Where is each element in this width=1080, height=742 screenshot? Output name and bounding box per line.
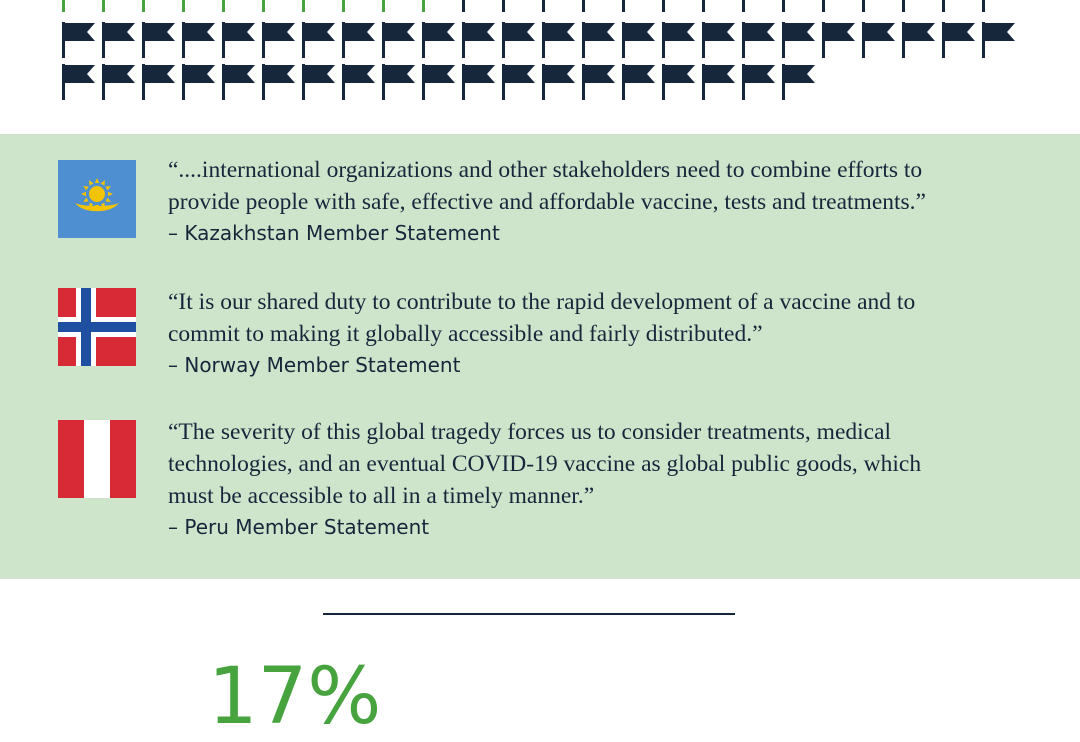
- quote-block: [168, 286, 1048, 380]
- flag-icon: [382, 0, 385, 12]
- quote-line: must be accessible to all in a timely manner.”: [168, 483, 595, 509]
- flag-icon: [62, 0, 65, 12]
- flag-icon: [342, 64, 375, 100]
- flag-icon: [62, 22, 95, 58]
- flag-icon: [182, 22, 215, 58]
- flag-icon: [702, 22, 735, 58]
- flag-icon: [902, 22, 935, 58]
- flag-icon: [102, 0, 105, 12]
- quote-line: “....international organizations and other stakeholders need to combine efforts to: [168, 157, 923, 183]
- flag-icon: [62, 64, 95, 100]
- quote-line: provide people with safe, effective and affordable vaccine, tests and treatments.”: [168, 189, 926, 215]
- flag-icon: [262, 22, 295, 58]
- flag-icon: [342, 22, 375, 58]
- flag-icon: [822, 0, 825, 12]
- flag-icon: [942, 0, 945, 12]
- flag-icon: [542, 64, 575, 100]
- flag-icon: [462, 22, 495, 58]
- flag-icon: [622, 64, 655, 100]
- quote-line: “The severity of this global tragedy forces us to consider treatments, medical: [168, 419, 892, 445]
- flag-icon: [622, 0, 625, 12]
- flag-icon: [302, 22, 335, 58]
- quote-attribution: – Norway Member Statement: [168, 353, 461, 377]
- flag-icon: [262, 0, 265, 12]
- peru-flag-icon: [58, 420, 136, 498]
- flag-icon: [582, 22, 615, 58]
- flag-icon: [822, 22, 855, 58]
- flag-icon: [982, 0, 985, 12]
- flag-icon: [462, 0, 465, 12]
- flag-icon: [422, 64, 455, 100]
- kazakhstan-flag-icon: [58, 160, 136, 238]
- flag-icon: [342, 0, 345, 12]
- flag-icon: [302, 64, 335, 100]
- quote-line: technologies, and an eventual COVID-19 vaccine as global public goods, which: [168, 451, 922, 477]
- flag-icon: [262, 64, 295, 100]
- flag-icon: [862, 0, 865, 12]
- flag-icon: [462, 64, 495, 100]
- flag-icon: [662, 64, 695, 100]
- flag-icon: [222, 64, 255, 100]
- flag-icon: [142, 64, 175, 100]
- flag-icon: [542, 22, 575, 58]
- flag-icon: [622, 22, 655, 58]
- flag-icon: [502, 64, 535, 100]
- quote-line: commit to making it globally accessible and fairly distributed.”: [168, 321, 763, 347]
- quote-attribution: – Peru Member Statement: [168, 515, 430, 539]
- flag-icon: [422, 22, 455, 58]
- flag-icon: [182, 64, 215, 100]
- flag-icon: [142, 22, 175, 58]
- section-divider: [323, 613, 735, 615]
- norway-flag-icon: [58, 288, 136, 366]
- quote-block: [168, 154, 1048, 248]
- flag-icon: [782, 64, 815, 100]
- flag-icon: [582, 64, 615, 100]
- flag-icon: [742, 0, 745, 12]
- flag-icon: [582, 0, 585, 12]
- flag-icon: [662, 0, 665, 12]
- flag-icon: [542, 0, 545, 12]
- quote-panel: [0, 134, 1080, 579]
- statistic-area: [190, 652, 450, 742]
- flag-icon: [182, 0, 185, 12]
- flag-icon: [102, 22, 135, 58]
- flag-icon: [662, 22, 695, 58]
- flag-grid: [0, 0, 1080, 110]
- flag-icon: [702, 0, 705, 12]
- flag-icon: [222, 0, 225, 12]
- flag-icon: [782, 22, 815, 58]
- flag-icon: [782, 0, 785, 12]
- flag-icon: [502, 22, 535, 58]
- flag-icon: [102, 64, 135, 100]
- flag-icon: [702, 64, 735, 100]
- quote-attribution: – Kazakhstan Member Statement: [168, 221, 500, 245]
- flag-icon: [742, 64, 775, 100]
- flag-icon: [982, 22, 1015, 58]
- flag-icon: [942, 22, 975, 58]
- flag-icon: [222, 22, 255, 58]
- flag-icon: [862, 22, 895, 58]
- flag-icon: [142, 0, 145, 12]
- flag-icon: [742, 22, 775, 58]
- flag-icon: [382, 64, 415, 100]
- flag-icon: [902, 0, 905, 12]
- flag-icon: [302, 0, 305, 12]
- flag-icon: [502, 0, 505, 12]
- quote-block: [168, 416, 1048, 542]
- quote-line: “It is our shared duty to contribute to the rapid development of a vaccine and to: [168, 289, 916, 315]
- statistic-value: 17%: [208, 652, 382, 742]
- flag-icon: [382, 22, 415, 58]
- flag-icon: [422, 0, 425, 12]
